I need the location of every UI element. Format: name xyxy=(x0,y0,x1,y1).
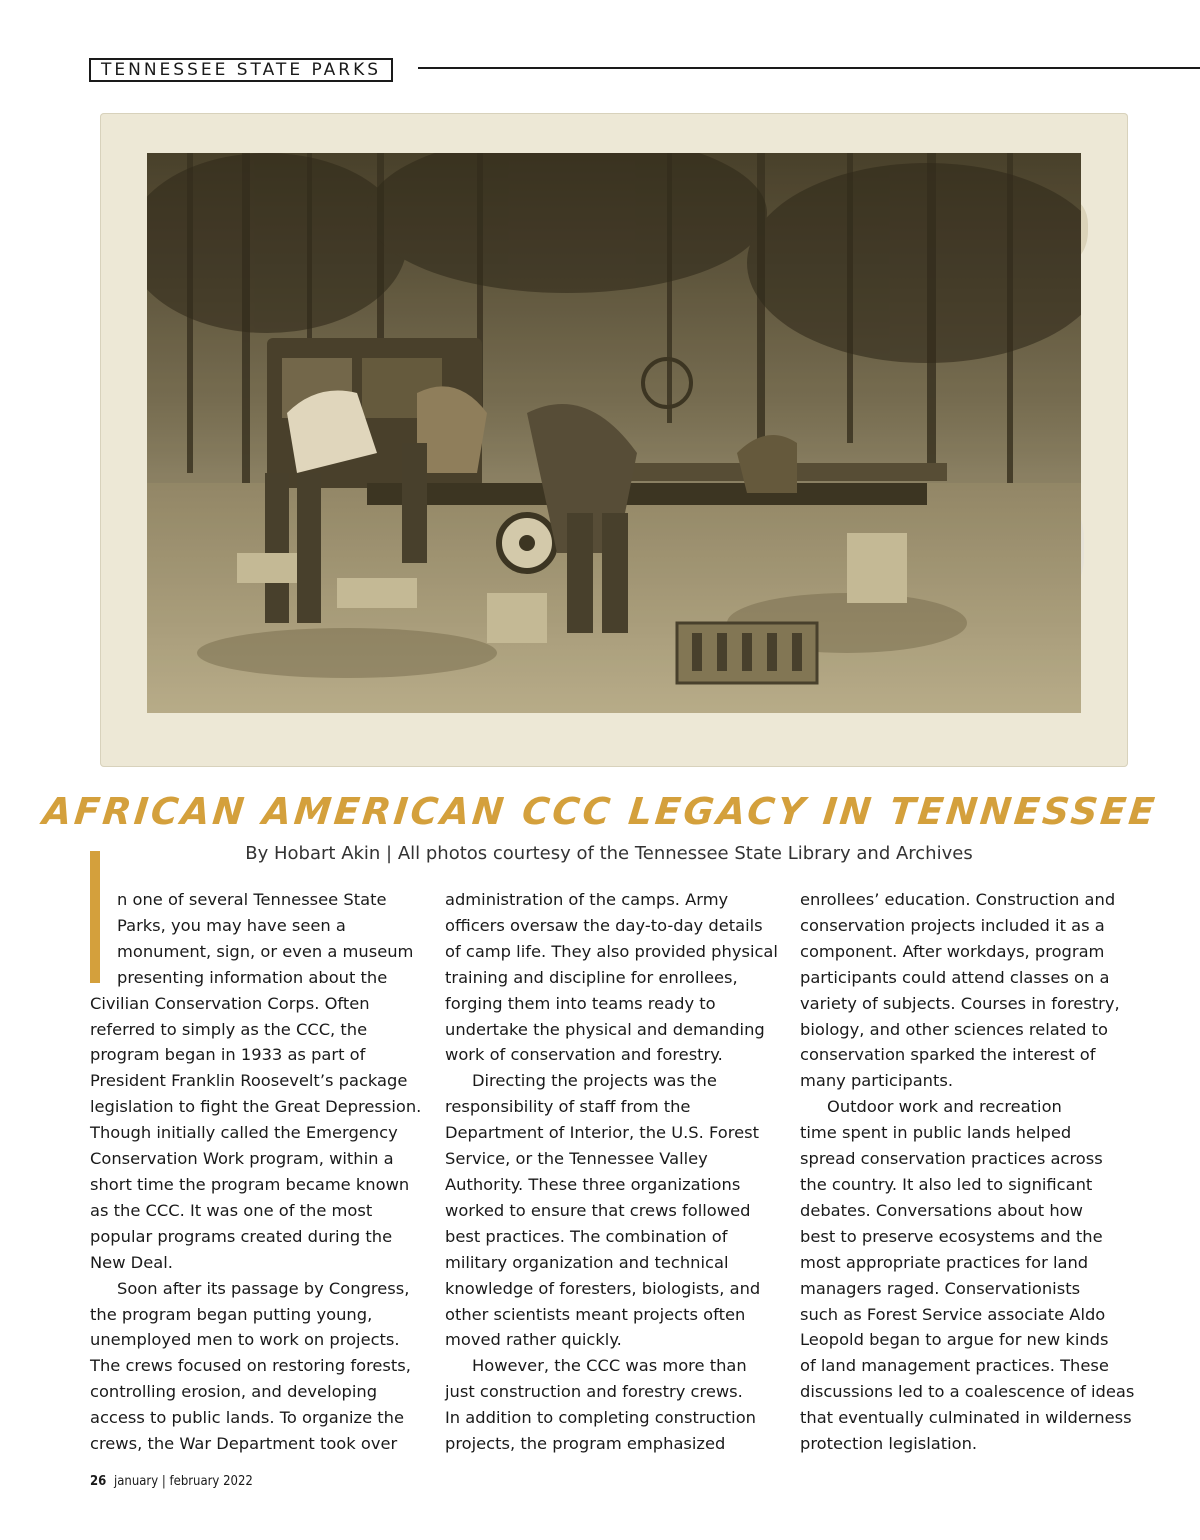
text-line: popular programs created during the xyxy=(90,1226,393,1246)
text-line: component. After workdays, program xyxy=(800,941,1105,961)
text-line: Outdoor work and recreation xyxy=(827,1097,1062,1117)
page-footer xyxy=(90,1474,253,1489)
section-header: TENNESSEE STATE PARKS xyxy=(89,58,393,82)
text-line: best practices. The combination of xyxy=(445,1226,728,1246)
text-line: that eventually culminated in wilderness xyxy=(800,1408,1132,1428)
text-line: referred to simply as the CCC, the xyxy=(90,1019,368,1039)
text-line: variety of subjects. Courses in forestry, xyxy=(800,993,1120,1013)
text-line: conservation sparked the interest of xyxy=(800,1045,1096,1065)
text-line: President Franklin Roosevelt’s package xyxy=(90,1071,408,1091)
text-line: officers oversaw the day-to-day details xyxy=(445,915,763,935)
issue-date: january | february 2022 xyxy=(114,1474,253,1489)
text-line: legislation to fight the Great Depression. xyxy=(90,1097,422,1117)
text-line: most appropriate practices for land xyxy=(800,1252,1089,1272)
text-line: many participants. xyxy=(800,1071,954,1091)
text-line: other scientists meant projects often xyxy=(445,1304,746,1324)
text-line: short time the program became known xyxy=(90,1174,410,1194)
text-line: military organization and technical xyxy=(445,1252,729,1272)
text-line: However, the CCC was more than xyxy=(472,1356,747,1376)
text-line: Department of Interior, the U.S. Forest xyxy=(445,1123,759,1143)
text-line: just construction and forestry crews. xyxy=(445,1382,743,1402)
text-line: spread conservation practices across xyxy=(800,1149,1103,1169)
historic-photo-illustration xyxy=(147,153,1081,713)
text-line: participants could attend classes on a xyxy=(800,967,1110,987)
text-line: program began in 1933 as part of xyxy=(90,1045,366,1065)
text-line: biology, and other sciences related to xyxy=(800,1019,1109,1039)
text-line: In addition to completing construction xyxy=(445,1408,756,1428)
text-line: Leopold began to argue for new kinds xyxy=(800,1330,1109,1350)
text-line: the program began putting young, xyxy=(90,1304,373,1324)
text-line: responsibility of staff from the xyxy=(445,1097,691,1117)
headline: AFRICAN AMERICAN CCC LEGACY IN TENNESSEE xyxy=(40,790,1160,833)
text-line: Conservation Work program, within a xyxy=(90,1149,394,1169)
text-line: enrollees’ education. Construction and xyxy=(800,890,1116,909)
text-line: such as Forest Service associate Aldo xyxy=(800,1304,1106,1324)
text-line: best to preserve ecosystems and the xyxy=(800,1226,1103,1246)
text-line: Civilian Conservation Corps. Often xyxy=(90,993,370,1013)
article-column-2 xyxy=(445,887,785,1457)
text-line: managers raged. Conservationists xyxy=(800,1278,1081,1298)
text-line: of camp life. They also provided physical xyxy=(445,941,778,961)
text-line: controlling erosion, and developing xyxy=(90,1382,378,1402)
text-line: Soon after its passage by Congress, xyxy=(117,1278,410,1298)
byline: By Hobart Akin | All photos courtesy of the Tennessee State Library and Archives xyxy=(245,843,973,864)
text-line: moved rather quickly. xyxy=(445,1330,622,1350)
paragraph xyxy=(800,887,1140,1094)
text-line: Authority. These three organizations xyxy=(445,1174,741,1194)
text-line: as the CCC. It was one of the most xyxy=(90,1200,373,1220)
text-line: the country. It also led to significant xyxy=(800,1174,1093,1194)
paragraph xyxy=(800,1094,1140,1457)
text-line: Service, or the Tennessee Valley xyxy=(445,1149,708,1169)
text-line: forging them into teams ready to xyxy=(445,993,716,1013)
text-line: Though initially called the Emergency xyxy=(90,1123,398,1143)
paragraph xyxy=(90,1276,424,1457)
text-line: access to public lands. To organize the xyxy=(90,1408,405,1428)
text-line: work of conservation and forestry. xyxy=(445,1045,723,1065)
text-line: Parks, you may have seen a xyxy=(117,915,346,935)
text-line: presenting information about the xyxy=(117,967,388,987)
article-column-3 xyxy=(800,887,1140,1457)
text-line: monument, sign, or even a museum xyxy=(117,941,414,961)
text-line: worked to ensure that crews followed xyxy=(445,1200,751,1220)
text-line: training and discipline for enrollees, xyxy=(445,967,738,987)
paragraph xyxy=(90,887,424,1276)
text-line: n one of several Tennessee State xyxy=(117,890,387,909)
text-line: unemployed men to work on projects. xyxy=(90,1330,400,1350)
text-line: undertake the physical and demanding xyxy=(445,1019,765,1039)
text-line: discussions led to a coalescence of ideas xyxy=(800,1382,1135,1402)
article-column-1 xyxy=(90,887,424,1457)
text-line: knowledge of foresters, biologists, and xyxy=(445,1278,761,1298)
paragraph xyxy=(445,1353,785,1457)
text-line: protection legislation. xyxy=(800,1434,978,1454)
paragraph xyxy=(445,1068,785,1353)
text-line: The crews focused on restoring forests, xyxy=(90,1356,411,1376)
text-line: of land management practices. These xyxy=(800,1356,1109,1376)
photo-card xyxy=(100,113,1128,767)
text-line: debates. Conversations about how xyxy=(800,1200,1083,1220)
text-line: administration of the camps. Army xyxy=(445,890,729,909)
text-line: time spent in public lands helped xyxy=(800,1123,1072,1143)
text-line: conservation projects included it as a xyxy=(800,915,1105,935)
text-line: New Deal. xyxy=(90,1252,173,1272)
text-line: Directing the projects was the xyxy=(472,1071,717,1091)
paragraph xyxy=(445,887,785,1068)
header-rule xyxy=(418,67,1200,69)
text-line: crews, the War Department took over xyxy=(90,1434,398,1454)
text-line: projects, the program emphasized xyxy=(445,1434,726,1454)
historic-photo xyxy=(147,153,1081,713)
page-number: 26 xyxy=(90,1474,107,1489)
